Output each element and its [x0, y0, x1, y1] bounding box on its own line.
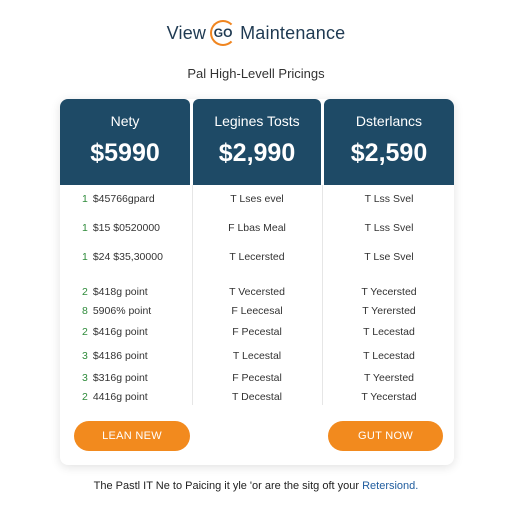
check-number: 8 [82, 305, 88, 317]
feature-cell: T Lecestal [232, 350, 282, 362]
feature-text: $418g point [92, 286, 148, 298]
table-row [60, 391, 454, 411]
plan-price: $5990 [90, 139, 160, 167]
footer-link[interactable]: Retersiond. [362, 480, 419, 492]
feature-cell: T Vecersted [229, 286, 285, 298]
brand-word-right: Maintenance [240, 22, 346, 43]
check-number: 2 [82, 326, 88, 338]
brand-logo-text: GO [213, 26, 233, 40]
check-number: 1 [82, 222, 88, 234]
feature-cell [82, 350, 148, 362]
feature-cell: T Lecestad [363, 326, 415, 338]
feature-cell [82, 193, 155, 205]
feature-cell [82, 222, 160, 234]
feature-cell: T Lses evel [230, 193, 284, 205]
brand-header [0, 20, 512, 46]
feature-cell: T Decestal [232, 391, 282, 403]
feature-cell: T Lecersted [229, 251, 285, 263]
feature-cell [82, 326, 148, 338]
table-row [60, 251, 454, 271]
check-number: 2 [82, 391, 88, 403]
check-number: 1 [82, 193, 88, 205]
feature-text: $316g point [92, 372, 148, 384]
plan-header-3 [324, 99, 454, 185]
check-number: 2 [82, 286, 88, 298]
table-row [60, 305, 454, 325]
feature-cell: F Pecestal [232, 372, 282, 384]
check-number: 3 [82, 372, 88, 384]
page-subtitle: Pal High-Levell Pricings [187, 66, 325, 81]
feature-text: 5906% point [92, 305, 152, 317]
feature-cell [82, 286, 148, 298]
table-row [60, 350, 454, 370]
feature-cell [82, 391, 148, 403]
feature-text: $24 $35,30000 [92, 251, 163, 263]
feature-text: $15 $0520000 [92, 222, 160, 234]
pricing-table [60, 99, 454, 465]
feature-cell: T Yeersted [363, 372, 414, 384]
feature-text: $45766gpard [92, 193, 155, 205]
plan-name: Legines Tosts [214, 113, 300, 129]
footer-note [0, 480, 512, 492]
feature-text: 4416g point [92, 391, 148, 403]
feature-cell [82, 251, 163, 263]
feature-text: $4186 point [92, 350, 148, 362]
feature-cell: T Lss Svel [364, 222, 414, 234]
plan-price: $2,990 [218, 139, 296, 167]
check-number: 3 [82, 350, 88, 362]
check-number: 1 [82, 251, 88, 263]
feature-cell: T Lse Svel [364, 251, 414, 263]
feature-cell: F Lbas Meal [228, 222, 286, 234]
plan-price: $2,590 [350, 139, 428, 167]
feature-cell: T Yecerstad [361, 391, 417, 403]
table-row [60, 222, 454, 242]
table-row [60, 193, 454, 213]
feature-cell [82, 372, 148, 384]
table-row [60, 372, 454, 392]
feature-cell [82, 305, 151, 317]
plan-name: Dsterlancs [355, 113, 423, 129]
table-row [60, 326, 454, 346]
table-row [60, 286, 454, 306]
feature-cell: T Lss Svel [364, 193, 414, 205]
feature-cell: T Yecersted [361, 286, 417, 298]
feature-cell: F Pecestal [232, 326, 282, 338]
plan-header-2 [193, 99, 321, 185]
brand-logo-icon [210, 20, 236, 46]
feature-cell: T Yerersted [362, 305, 416, 317]
get-now-button[interactable]: GUT NOW [328, 421, 443, 451]
footer-text: The Pastl IT Ne to Paicing it yle 'or are the sitg oft your [93, 480, 363, 492]
plan-header-1 [60, 99, 190, 185]
brand-word-left: View [166, 22, 207, 43]
feature-cell: T Lecestad [363, 350, 415, 362]
learn-now-button[interactable]: LEAN NEW [74, 421, 190, 451]
plan-name: Nety [110, 113, 140, 129]
feature-text: $416g point [92, 326, 148, 338]
feature-cell: F Leecesal [231, 305, 283, 317]
